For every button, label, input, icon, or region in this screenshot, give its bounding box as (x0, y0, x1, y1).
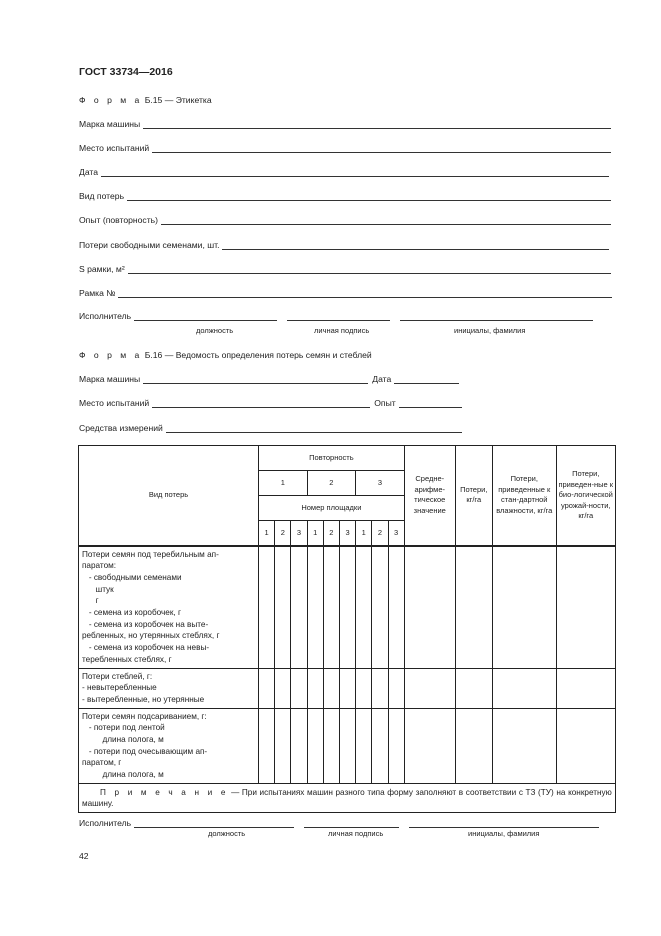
value-cell[interactable] (556, 668, 615, 708)
row-text-line: - семена из коробочек на выте- (82, 619, 209, 629)
caption-position: должность (208, 829, 246, 838)
field-input[interactable] (128, 265, 611, 274)
th-repeat-1: 1 (259, 471, 308, 496)
row-text-line: - семена из коробочек на невы- (82, 643, 210, 653)
row-text-line: - потери под очесывающим ап- (82, 746, 208, 756)
value-cell[interactable] (372, 708, 388, 783)
row-type-cell (79, 668, 259, 708)
th-std: Потери, приведенные к стан-дартной влажности, кг/га (492, 446, 556, 546)
value-cell[interactable] (275, 668, 291, 708)
field-line (79, 119, 611, 129)
th-plot-number: 1 (307, 521, 323, 546)
form-title: Б.15 — Этикетка (144, 95, 212, 105)
field-label: Дата (79, 167, 99, 177)
row-text-line: длина полога, м (82, 735, 164, 745)
field-input[interactable] (143, 120, 611, 129)
value-cell[interactable] (492, 546, 556, 669)
value-cell[interactable] (339, 708, 355, 783)
caption-name: инициалы, фамилия (468, 829, 540, 838)
field-line (79, 191, 611, 201)
executor-label: Исполнитель (79, 311, 132, 321)
value-cell[interactable] (492, 708, 556, 783)
value-cell[interactable] (275, 708, 291, 783)
value-cell[interactable] (455, 546, 492, 669)
value-cell[interactable] (388, 546, 404, 669)
value-cell[interactable] (404, 708, 455, 783)
form15-title (79, 95, 212, 105)
value-cell[interactable] (455, 668, 492, 708)
field-line (79, 215, 611, 225)
th-plot-number: 3 (339, 521, 355, 546)
footer-executor-line (79, 818, 599, 828)
form-title: Б.16 — Ведомость определения потерь семян и стеблей (144, 350, 372, 360)
value-cell[interactable] (388, 708, 404, 783)
th-plot-number: 2 (275, 521, 291, 546)
field-label: Потери свободными семенами, шт. (79, 240, 220, 250)
experiment-field[interactable] (399, 399, 462, 408)
form-label: Ф о р м а (79, 350, 143, 360)
value-cell[interactable] (556, 708, 615, 783)
th-type: Вид потерь (79, 446, 259, 546)
field-line (79, 167, 609, 177)
field-label: Опыт (повторность) (79, 215, 159, 225)
value-cell[interactable] (404, 668, 455, 708)
row-text-line: - потери под лентой (82, 723, 165, 733)
caption-signature: личная подпись (328, 829, 384, 838)
field-label: Вид потерь (79, 191, 125, 201)
row-text-line: длина полога, м (82, 770, 164, 780)
value-cell[interactable] (275, 546, 291, 669)
field-label: Марка машины (79, 119, 141, 129)
field-line (79, 264, 611, 274)
machine-field[interactable] (143, 375, 368, 384)
value-cell[interactable] (259, 668, 275, 708)
field-input[interactable] (101, 168, 609, 177)
value-cell[interactable] (455, 708, 492, 783)
field-input[interactable] (222, 241, 609, 250)
value-cell[interactable] (259, 546, 275, 669)
date-label: Дата (372, 374, 392, 384)
field-line (79, 143, 611, 153)
executor-label: Исполнитель (79, 818, 132, 828)
value-cell[interactable] (356, 668, 372, 708)
row-type-cell (79, 546, 259, 669)
row-text-line: ребленных, но утерянных стеблях, г (82, 631, 220, 641)
value-cell[interactable] (339, 546, 355, 669)
table-note (79, 783, 616, 812)
field-input[interactable] (127, 192, 611, 201)
form16-title (79, 350, 372, 360)
means-label: Средства измерений (79, 423, 163, 433)
field-line (79, 288, 612, 298)
value-cell[interactable] (323, 546, 339, 669)
machine-date-line (79, 374, 459, 384)
experiment-label: Опыт (374, 398, 396, 408)
loss-table (78, 445, 616, 813)
value-cell[interactable] (339, 668, 355, 708)
th-plot-number: 3 (388, 521, 404, 546)
row-text-line: теребленных стеблях, г (82, 654, 172, 664)
value-cell[interactable] (291, 546, 307, 669)
th-plot-number: 1 (259, 521, 275, 546)
caption-name: инициалы, фамилия (454, 326, 526, 335)
field-label: Место испытаний (79, 143, 150, 153)
th-mean: Средне-арифме-тическое значение (404, 446, 455, 546)
field-input[interactable] (152, 144, 611, 153)
value-cell[interactable] (259, 708, 275, 783)
th-repeat: Повторность (259, 446, 405, 471)
row-type-cell (79, 708, 259, 783)
th-repeat-3: 3 (356, 471, 405, 496)
value-cell[interactable] (307, 708, 323, 783)
value-cell[interactable] (323, 708, 339, 783)
value-cell[interactable] (307, 546, 323, 669)
th-plot-number: 2 (323, 521, 339, 546)
value-cell[interactable] (291, 708, 307, 783)
row-text-line: паратом: (82, 561, 117, 571)
field-line (79, 240, 609, 250)
place-field[interactable] (152, 399, 370, 408)
caption-position: должность (196, 326, 234, 335)
th-plot: Номер площадки (259, 496, 405, 521)
value-cell[interactable] (404, 546, 455, 669)
row-text-line: г (82, 596, 99, 606)
form-label: Ф о р м а (79, 95, 143, 105)
value-cell[interactable] (372, 546, 388, 669)
row-text-line: - невытеребленные (82, 683, 157, 693)
value-cell[interactable] (291, 668, 307, 708)
value-cell[interactable] (307, 668, 323, 708)
note-label: П р и м е ч а н и е (100, 787, 229, 797)
field-label: Рамка № (79, 288, 116, 298)
row-text-line: - вытеребленные, но утерянные (82, 694, 205, 704)
executor-line (79, 311, 593, 321)
means-field[interactable] (166, 424, 462, 433)
doc-header: ГОСТ 33734—2016 (79, 66, 173, 78)
row-text-line: штук (82, 584, 114, 594)
row-text-line: - свободными семенами (82, 572, 182, 582)
place-line (79, 398, 462, 408)
value-cell[interactable] (372, 668, 388, 708)
th-plot-number: 3 (291, 521, 307, 546)
means-line (79, 423, 462, 433)
note-text: — При испытаниях машин разного типа форму заполняют в соответствии с ТЗ (ТУ) на конкретную машину. (82, 787, 612, 808)
row-text-line: паратом, г (82, 758, 122, 768)
field-label: S рамки, м² (79, 264, 125, 274)
place-label: Место испытаний (79, 398, 150, 408)
row-text-line: Потери семян подсариванием, г: (82, 711, 207, 721)
row-text-line: Потери стеблей, г: (82, 671, 153, 681)
th-plot-number: 2 (372, 521, 388, 546)
value-cell[interactable] (356, 708, 372, 783)
value-cell[interactable] (323, 668, 339, 708)
row-text-line: Потери семян под теребильным ап- (82, 549, 219, 559)
th-plot-number: 1 (356, 521, 372, 546)
caption-signature: личная подпись (314, 326, 370, 335)
value-cell[interactable] (492, 668, 556, 708)
th-loss: Потери, кг/га (455, 446, 492, 546)
date-field[interactable] (394, 375, 459, 384)
value-cell[interactable] (388, 668, 404, 708)
page-number: 42 (79, 851, 89, 861)
value-cell[interactable] (556, 546, 615, 669)
machine-label: Марка машины (79, 374, 141, 384)
field-input[interactable] (118, 289, 612, 298)
row-text-line: - семена из коробочек, г (82, 608, 181, 618)
field-input[interactable] (161, 216, 611, 225)
value-cell[interactable] (356, 546, 372, 669)
th-repeat-2: 2 (307, 471, 356, 496)
th-bio: Потери, приведен-ные к био-логической урожай-ности, кг/га (556, 446, 615, 546)
